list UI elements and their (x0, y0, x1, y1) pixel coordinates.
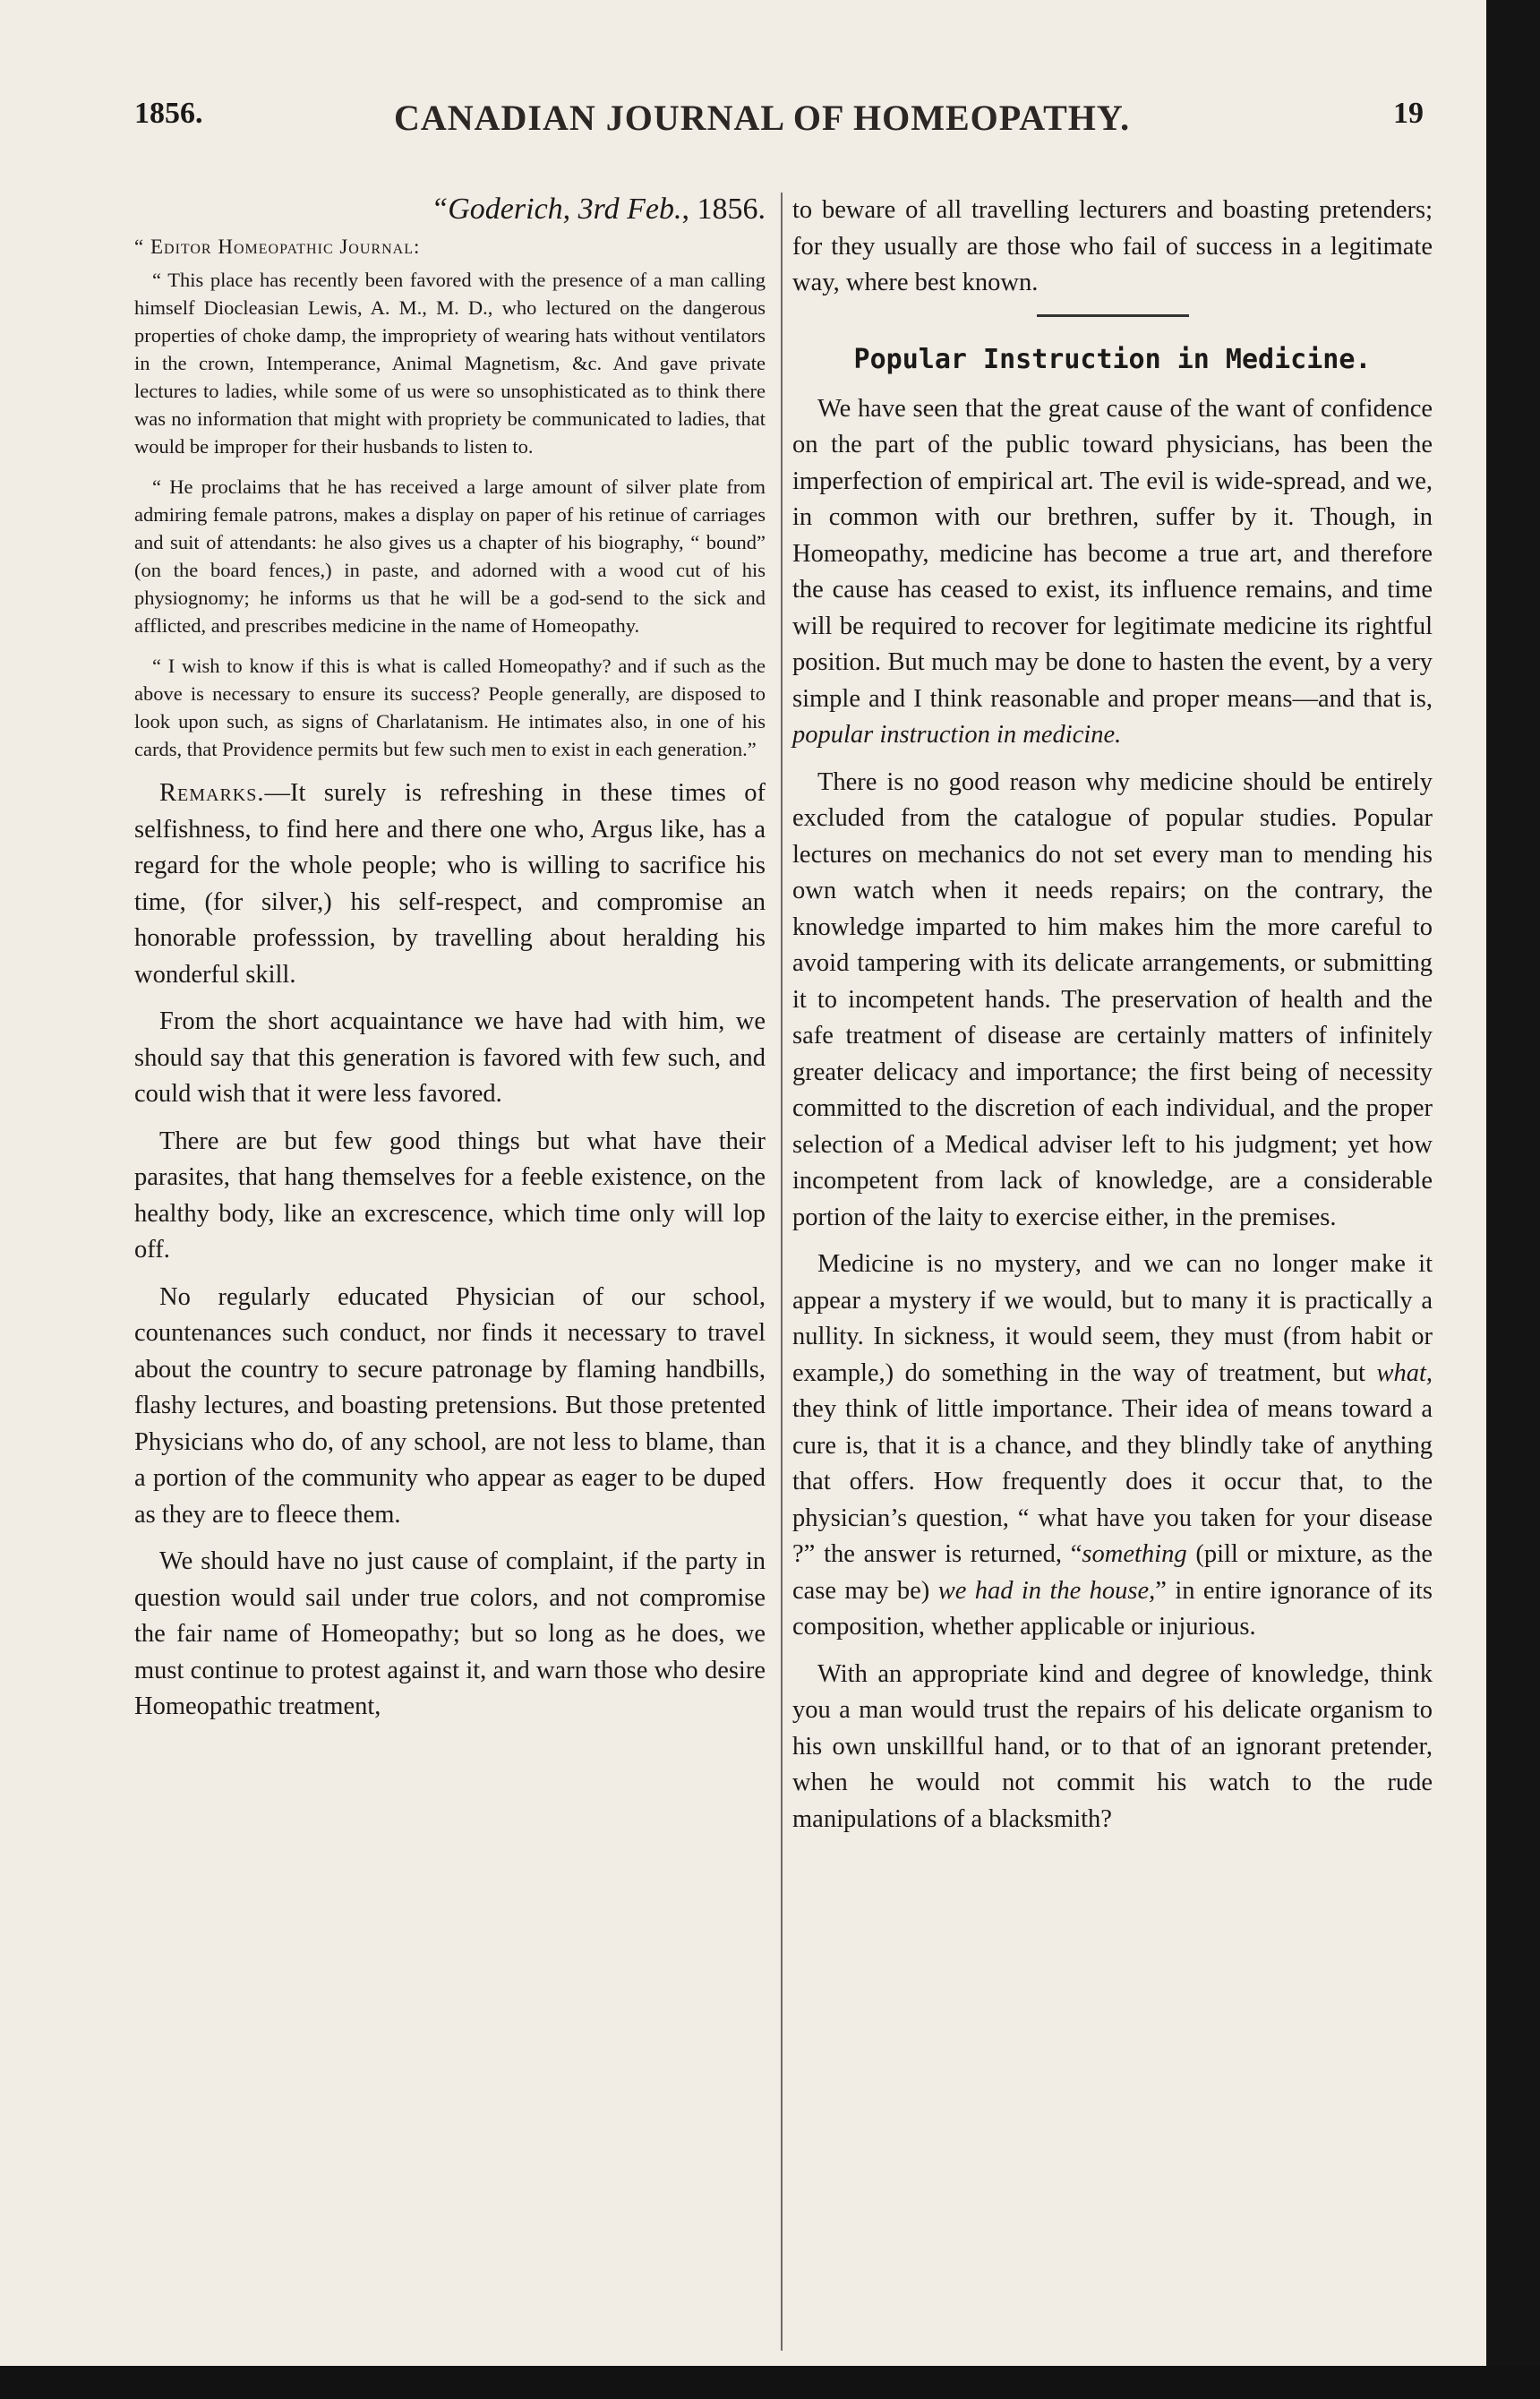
article-paragraph (792, 391, 1433, 754)
remarks-paragraph (134, 775, 766, 993)
letter-dateline: “Goderich, 3rd Feb., 1856. (431, 193, 766, 226)
article-text: they think of little importance. Their idea of means toward a cure is, that it is a chance, and they blindly take of anything that offers. How frequently does it occur that, to the physician’s question, “ what have you taken for your disease ?” the answer is returned, “ (792, 1395, 1433, 1568)
scan-edge-bottom (0, 2366, 1540, 2399)
article-text: ” in entire ignorance of its composition, whether applicable or injurious. (792, 1576, 1433, 1641)
letter-salutation: “ Editor Homeopathic Journal: (134, 236, 421, 258)
dateline-year: , 1856. (681, 193, 766, 226)
right-column (792, 193, 1433, 1848)
scan-edge-right (1486, 0, 1540, 2399)
article-text: We have seen that the great cause of the want of confidence on the part of the public toward physicians, has been the imperfection of empirical art. The evil is wide-spread, and we, in common with our brethren, suffer by it. Though, in Homeopathy, medicine has become a true art, and therefore the cause has ceased to exist, its influence remains, and time will be required to recover for legitimate medicine its rightful position. But much may be done to hasten the event, by a very simple and I think reasonable and proper means—and that is, (792, 394, 1433, 713)
article-emphasis: popular instruction in medicine. (792, 721, 1122, 749)
section-title: Popular Instruction in Medicine. (853, 343, 1372, 375)
remarks-label: Remarks. (159, 779, 265, 807)
header-year: 1856. (134, 97, 203, 130)
left-column (134, 193, 766, 1736)
remarks-text: —It surely is refreshing in these times of selfishness, to find here and there one who, Argus like, has a regard for the whole people; who is willing to sacrifice his time, (for silver,) his self-respect, and compromise an honorable professsion, by travelling about heralding his wonderful skill. (134, 779, 766, 989)
body-paragraph: From the short acquaintance we have had with him, we should say that this generation is favored with few such, and could wish that it were less favored. (134, 1007, 766, 1108)
article-emphasis: what, (1376, 1358, 1433, 1387)
letter-paragraph: “ I wish to know if this is what is called Homeopathy? and if such as the above is necessary to ensure its success? People generally, are disposed to look upon such, as signs of Charlatanism. He intimates also, in one of his cards, that Providence permits but few such men to exist in each generation.” (134, 655, 766, 760)
continuation-paragraph: to beware of all travelling lecturers and boasting pretenders; for they usually are those who fail of success in a legitimate way, where best known. (792, 196, 1433, 296)
article-emphasis: something (1082, 1540, 1187, 1568)
body-paragraph: There are but few good things but what have their parasites, that hang themselves for a feeble existence, on the healthy body, like an excrescence, which time only will lop off. (134, 1127, 766, 1264)
dateline-place: Goderich, 3rd Feb. (448, 193, 682, 226)
page-number: 19 (1393, 97, 1424, 130)
journal-title: CANADIAN JOURNAL OF HOMEOPATHY. (394, 98, 1131, 138)
column-divider (781, 193, 783, 2351)
article-paragraph: With an appropriate kind and degree of knowledge, think you a man would trust the repairs of his delicate organism to his own unskillful hand, or to that of an ignorant pretender, when he would not commit his watch to the rude manipulations of a blacksmith? (792, 1659, 1433, 1833)
article-text: Medicine is no mystery, and we can no longer make it appear a mystery if we would, but to many it is practically a nullity. In sickness, it would seem, they must (from habit or example,) do something in the way of treatment, but (792, 1250, 1433, 1387)
section-rule (1037, 314, 1189, 317)
article-paragraph: There is no good reason why medicine should be entirely excluded from the catalogue of popular studies. Popular lectures on mechanics do not set every man to mending his own watch when it needs repairs; on the contrary, the knowledge imparted to him makes him the more careful to avoid tampering with its delicate arrangements, or submitting it to incompetent hands. The preservation of health and the safe treatment of disease are certainly matters of infinitely greater delicacy and importance; the first being of necessity committed to the discretion of each individual, and the proper selection of a Medical adviser left to his judgment; yet how incompetent from lack of knowledge, are a considerable portion of the laity to exercise either, in the premises. (792, 767, 1433, 1231)
article-emphasis: we had in the house, (937, 1576, 1156, 1605)
letter-paragraph: “ This place has recently been favored with the presence of a man calling himself Diocleasian Lewis, A. M., M. D., who lectured on the dangerous properties of choke damp, the impropriety of wearing hats without ventilators in the crown, Intemperance, Animal Magnetism, &c. And gave private lectures to ladies, while some of us were so unsophisticated as to think there was no information that might with propriety be communicated to ladies, that would be improper for their husbands to listen to. (134, 269, 766, 458)
article-paragraph (792, 1247, 1433, 1646)
letter-paragraph: “ He proclaims that he has received a large amount of silver plate from admiring female patrons, makes a display on paper of his retinue of carriages and suit of attendants: he also gives us a chapter of his biography, “ bound” (on the board fences,) in paste, and adorned with a wood cut of his physiognomy; he informs us that he will be a god-send to the sick and afflicted, and prescribes medicine in the name of Homeopathy. (134, 476, 766, 637)
body-paragraph: We should have no just cause of complaint, if the party in question would sail under true colors, and not compromise the fair name of Homeopathy; but so long as he does, we must continue to protest against it, and warn those who desire Homeopathic treatment, (134, 1547, 766, 1720)
article-text: (pill or mixture, as the case may be) (792, 1540, 1433, 1605)
page-header (134, 97, 1424, 141)
body-paragraph: No regularly educated Physician of our school, countenances such conduct, nor finds it necessary to travel about the country to secure patronage by flaming handbills, flashy lectures, and boasting pretensions. But those pretented Physicians who do, of any school, are not less to blame, than a portion of the community who appear as eager to be duped as they are to fleece them. (134, 1282, 766, 1529)
